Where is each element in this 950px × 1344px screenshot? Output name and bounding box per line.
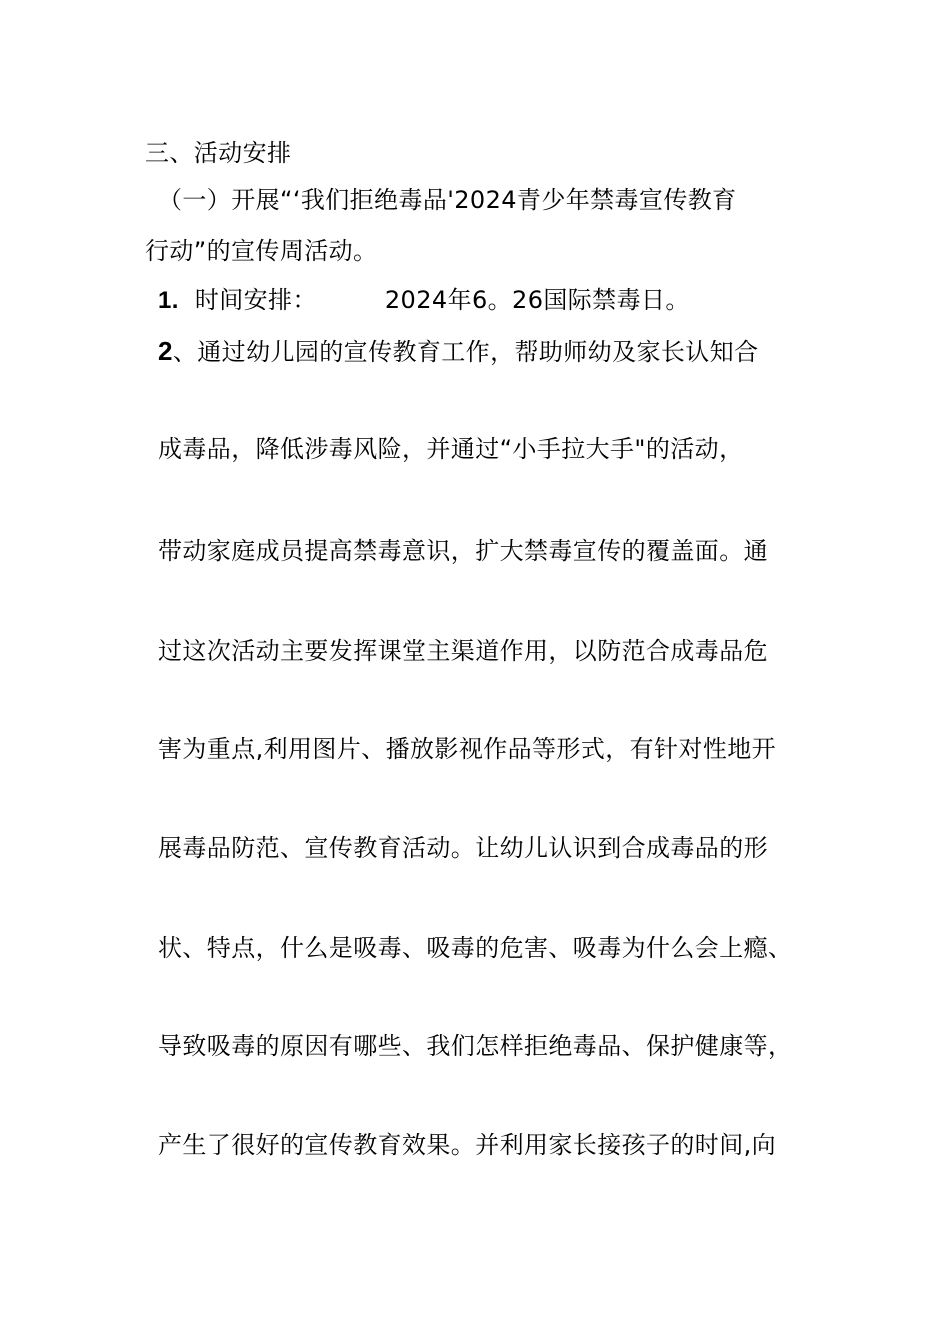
paragraph-line: 害为重点,利用图片、播放影视作品等形式，有针对性地开 xyxy=(158,735,777,763)
list-item-1-label: 时间安排： xyxy=(194,286,317,314)
list-item-1-number: 1. xyxy=(158,287,179,314)
paragraph-line: 过这次活动主要发挥课堂主渠道作用，以防范合成毒品危 xyxy=(158,637,768,665)
list-item-1-value: 2024年6。26国际禁毒日。 xyxy=(384,286,690,314)
subsection-title-line-1: （一）开展“‘我们拒绝毒品'2024青少年禁毒宣传教育 xyxy=(158,186,737,214)
list-item-1 xyxy=(158,284,690,317)
paragraph-line: 成毒品，降低涉毒风险，并通过“小手拉大手"的活动， xyxy=(158,435,744,463)
list-item-2-number: 2 xyxy=(158,336,173,366)
paragraph-line: 产生了很好的宣传教育效果。并利用家长接孩子的时间,向 xyxy=(158,1131,777,1159)
list-item-2-text: 、通过幼儿园的宣传教育工作，帮助师幼及家长认知合 xyxy=(172,338,759,366)
paragraph-line: 展毒品防范、宣传教育活动。让幼儿认识到合成毒品的形 xyxy=(158,834,768,862)
paragraph-line: 状、特点，什么是吸毒、吸毒的危害、吸毒为什么会上瘾、 xyxy=(158,934,793,962)
section-heading: 三、活动安排 xyxy=(145,139,292,167)
paragraph-line: 导致吸毒的原因有哪些、我们怎样拒绝毒品、保护健康等， xyxy=(158,1032,793,1060)
subsection-title-line-2: 行动”的宣传周活动。 xyxy=(145,237,378,265)
list-item-2 xyxy=(158,335,758,368)
paragraph-line: 带动家庭成员提高禁毒意识，扩大禁毒宣传的覆盖面。通 xyxy=(158,537,768,565)
